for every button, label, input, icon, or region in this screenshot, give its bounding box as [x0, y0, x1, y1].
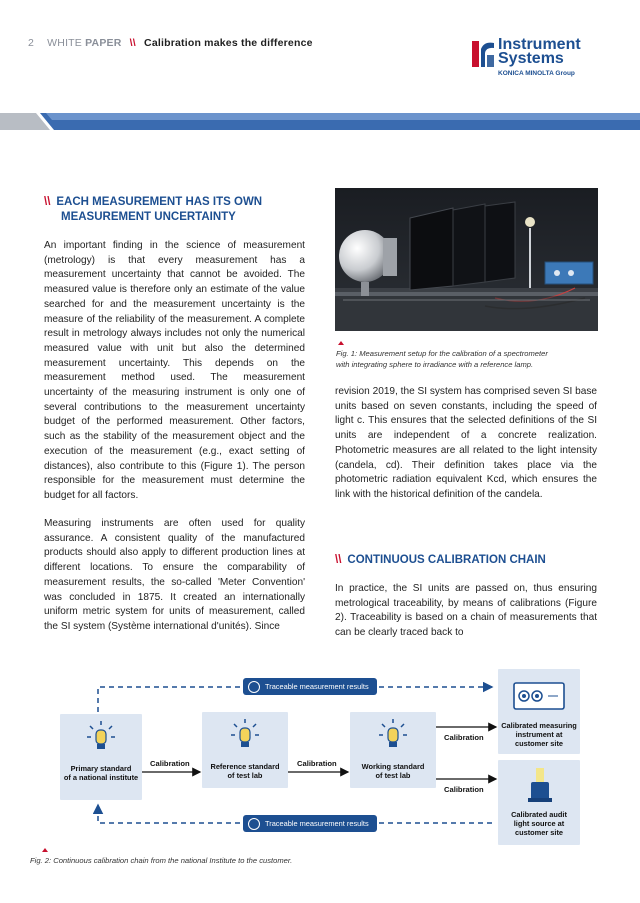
- calibration-label-3: Calibration: [444, 733, 484, 742]
- caption-marker-icon: [42, 848, 48, 852]
- instrument-line-2: instrument at: [515, 730, 563, 739]
- white-label: WHITE: [47, 37, 86, 49]
- heading-marker: \\: [44, 196, 51, 208]
- audit-line-1: Calibrated audit: [511, 810, 567, 819]
- page-number: 2: [28, 37, 35, 49]
- instrument-line-3: customer site: [514, 739, 564, 748]
- measuring-instrument-icon: [514, 683, 564, 709]
- audit-line-3: customer site: [514, 828, 564, 837]
- measurement-setup-illustration: [335, 188, 598, 331]
- figure-2-diagram: [30, 665, 610, 845]
- paragraph-meter-convention: Measuring instruments are often used for quality assurance. A consistent quality of the manufactured products should also apply to different production lines at different locations. To ensure the comparability of measurement results, the so-called 'Meter Convention' was concluded in 1875. It created an internationally uniform metric system for units of measurement, called the SI system (Système international d'unités). Since: [44, 518, 305, 632]
- working-line-2: of test lab: [375, 771, 411, 780]
- working-line-1: Working standard: [361, 762, 425, 771]
- figure-1-caption-line-1: Fig. 1: Measurement setup for the calibration of a spectrometer: [336, 349, 548, 358]
- figure-1-caption: [336, 349, 606, 370]
- calibration-label-2: Calibration: [297, 759, 337, 768]
- heading-text: CONTINUOUS CALIBRATION CHAIN: [347, 554, 546, 566]
- paper-label: PAPER: [85, 37, 122, 49]
- primary-line-1: Primary standard: [70, 764, 132, 773]
- traceable-top-label: Traceable measurement results: [265, 682, 369, 691]
- instrument-line-1: Calibrated measuring: [501, 721, 577, 730]
- calibration-label-1: Calibration: [150, 759, 190, 768]
- primary-line-2: of a national institute: [63, 773, 139, 782]
- logo-tagline: KONICA MINOLTA Group: [498, 70, 575, 77]
- figure-1-photo: [335, 188, 598, 331]
- primary-standard-label: [60, 764, 142, 782]
- audit-line-2: light source at: [513, 819, 565, 828]
- logo-text-systems: Systems: [498, 50, 564, 67]
- traceable-bottom-label: Traceable measurement results: [265, 819, 369, 828]
- working-standard-label: [350, 762, 436, 780]
- check-circle-icon: [248, 681, 260, 693]
- header-band: [0, 113, 640, 130]
- reference-standard-label: [202, 762, 288, 780]
- heading-line-1: EACH MEASUREMENT HAS ITS OWN: [56, 196, 263, 208]
- page-header: [28, 37, 313, 49]
- figure-2-caption: Fig. 2: Continuous calibration chain from the national Institute to the customer.: [30, 856, 293, 865]
- calibration-label-4: Calibration: [444, 785, 484, 794]
- header-title: Calibration makes the difference: [144, 37, 313, 49]
- figure-1-caption-line-2: with integrating sphere to irradiance with a reference lamp.: [336, 359, 534, 369]
- heading-marker: \\: [335, 554, 342, 566]
- traceable-results-top: [243, 678, 377, 695]
- reference-line-2: of test lab: [227, 771, 263, 780]
- instrument-label: [498, 721, 580, 748]
- check-circle-icon: [248, 818, 260, 830]
- company-logo: [470, 37, 610, 87]
- paragraph-traceability: In practice, the SI units are passed on, thus ensuring metrological traceability, by means of calibrations (Figure 2). Traceability is based on a chain of measurements that can be clearly traced back to: [335, 583, 597, 639]
- paragraph-uncertainty: An important finding in the science of measurement (metrology) is that every measurement has a measurement uncertainty that cannot be avoided. The measured value is therefore only an estimate of the value searched for and the measurement uncertainty is the measure of the reliability of the measurement. A complete result in metrology always includes not only the numerical measured value with unit but also the determined measurement uncertainty. This depends on the measurement method used. The measurement uncertainty of the measuring instrument is only one of several contributions to the measurement uncertainty budget of the performed measurement. Other factors, such as the stability of the measurement object and the execution of the measurement (e.g., exact setting of distances), also contribute to this (Figure 1). The person responsible for the measurement must determine the budget for all factors.: [44, 240, 305, 501]
- caption-marker-icon: [338, 341, 344, 345]
- logo-text-instrument: Instrument: [498, 36, 581, 53]
- reference-line-1: Reference standard: [210, 762, 280, 771]
- logo-mark-icon: [470, 39, 496, 69]
- heading-line-2: MEASUREMENT UNCERTAINTY: [61, 211, 236, 223]
- section-heading-measurement-uncertainty: [44, 195, 314, 225]
- primary-standard-box: [60, 714, 142, 800]
- traceable-results-bottom: [243, 815, 377, 832]
- header-separator: \\: [129, 37, 136, 49]
- paragraph-si-revision: revision 2019, the SI system has comprised seven SI base units based on seven constants, including the speed of light c. This ensures that the selected definitions of the SI units are independent of a concrete realization. Photometric measures are all related to the light intensity (candela, cd). Their definition takes place via the photometric radiation equivalent Kcd, which ensures the link with the historical definition of the candela.: [335, 386, 598, 500]
- section-heading-calibration-chain: [335, 553, 605, 568]
- audit-source-label: [498, 810, 580, 837]
